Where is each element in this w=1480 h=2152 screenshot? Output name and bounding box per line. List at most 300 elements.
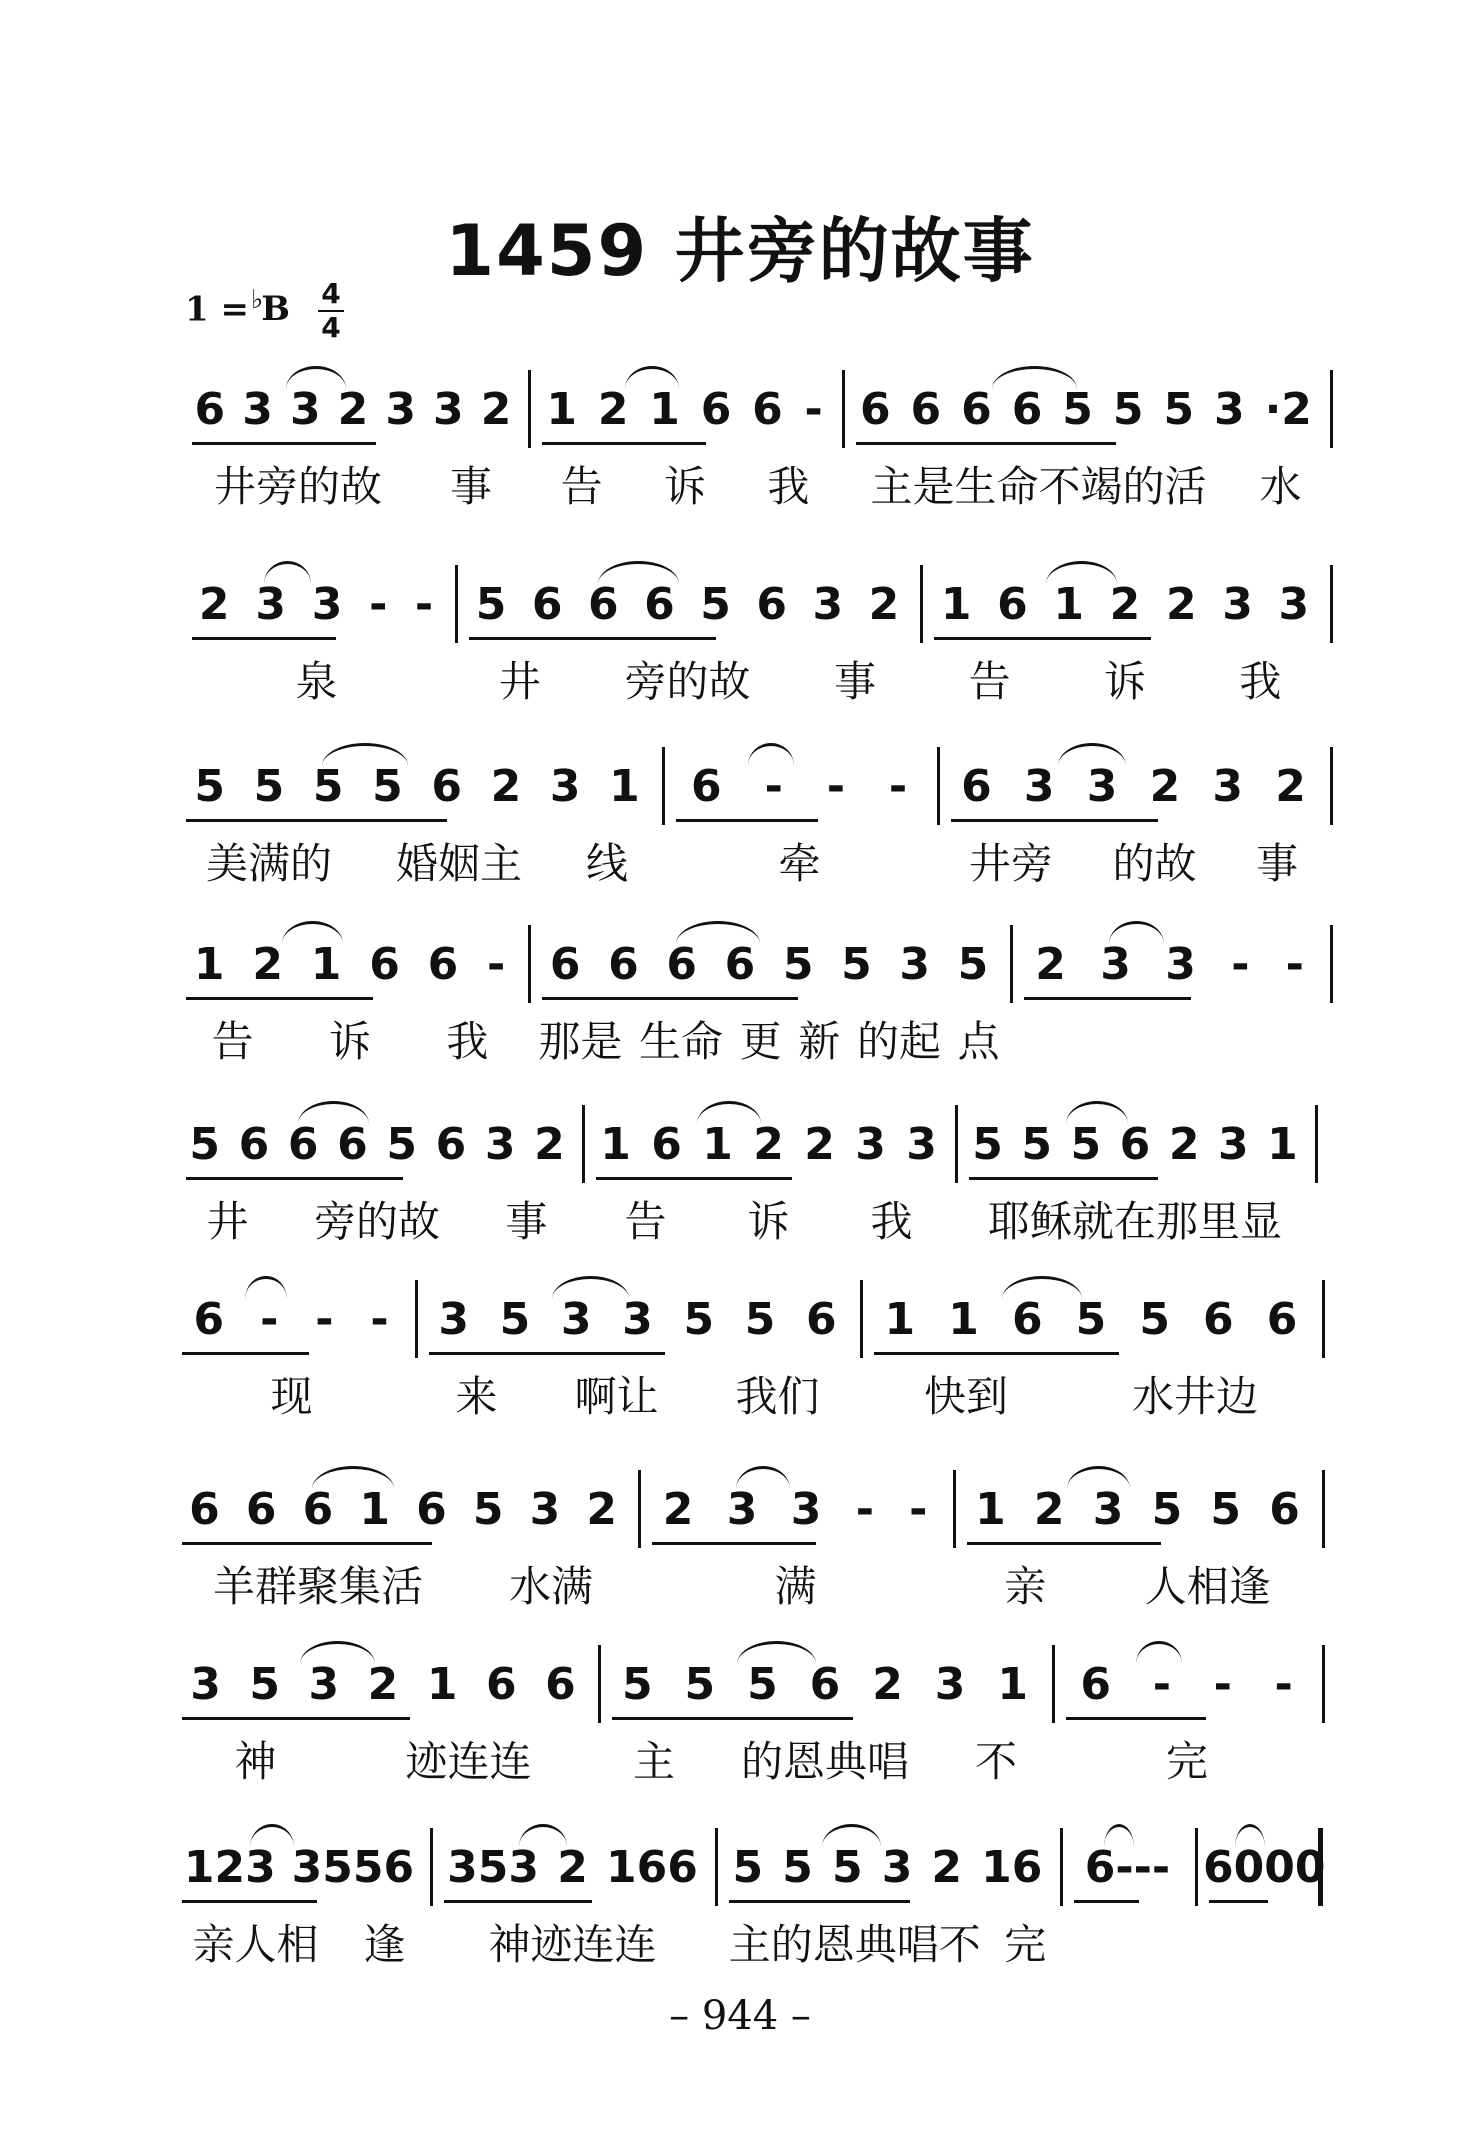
beam-line [186, 997, 373, 1000]
note-token: 3 [906, 1119, 937, 1170]
note-token: 5 [782, 1842, 813, 1893]
beam-line [186, 819, 447, 822]
lyric-token: 现 [270, 1372, 313, 1421]
note-token: 6 [1266, 1294, 1298, 1345]
beam-line [542, 997, 798, 1000]
measure-notes [176, 1480, 630, 1550]
bar-line [1330, 747, 1333, 825]
note-token: 6 [1011, 1294, 1043, 1345]
lyric-token: 主 [632, 1737, 675, 1786]
beam-line [596, 1177, 792, 1180]
measure-lyrics [180, 653, 453, 713]
note-token: 6 [961, 761, 992, 812]
lyric-token: 我 [870, 1197, 913, 1246]
lyric-token: 事 [834, 657, 877, 706]
bar-line [528, 925, 531, 1003]
note-token: 6 [752, 384, 783, 435]
lyric-token: 亲人相 [192, 1920, 319, 1969]
bar-line [1060, 1828, 1063, 1906]
note-token: 2 [1275, 761, 1306, 812]
lyric-token: 井旁的故 [213, 462, 382, 511]
lyric-token: 水满 [508, 1562, 593, 1611]
measure-lyrics [170, 1733, 596, 1793]
beam-line [969, 1177, 1158, 1180]
beam-line [182, 1542, 432, 1545]
note-token: 1 [359, 1484, 390, 1535]
note-token: 5 [684, 1659, 716, 1710]
note-token: 6 [608, 939, 639, 990]
lyric-token: 旁的故 [624, 657, 751, 706]
bar-line [1318, 1828, 1323, 1906]
measure-notes [868, 1290, 1314, 1360]
measure-notes [180, 1115, 574, 1185]
bar-line [842, 370, 845, 448]
measure-notes [590, 1115, 947, 1185]
measure-notes [1018, 935, 1322, 1005]
measure-lyrics [530, 458, 840, 518]
lyric-token: 啊让 [574, 1372, 659, 1421]
note-token: 3 [385, 384, 416, 435]
bar-line [1315, 1105, 1318, 1183]
measure-lyrics [170, 1916, 428, 1976]
note-token: 1 [310, 939, 342, 990]
note-token: 5 [194, 761, 225, 812]
note-token: - [486, 939, 506, 990]
note-token: 5 [782, 939, 814, 990]
bar-line [920, 565, 923, 643]
score-system [0, 1480, 1480, 1670]
note-token: 353 [447, 1842, 539, 1893]
lyric-token: 井旁 [968, 839, 1053, 888]
score-system [0, 1655, 1480, 1845]
note-token: 6 [806, 1294, 837, 1345]
measure-notes [945, 757, 1322, 827]
note-token: 3 [1086, 761, 1118, 812]
bar-line [715, 1828, 718, 1906]
note-token: 6 [724, 939, 756, 990]
bar-line [1052, 1645, 1055, 1723]
note-token: 3556 [291, 1842, 415, 1893]
score-system [0, 757, 1480, 947]
lyric-token: 主的恩典唱不 [728, 1920, 981, 1969]
note-token: 2 [337, 384, 369, 435]
note-token: 5 [1163, 384, 1195, 435]
note-token: 5 [1139, 1294, 1170, 1345]
measure-notes [1068, 1838, 1187, 1908]
lyric-token: 婚姻主 [395, 839, 522, 888]
note-token: 3 [289, 384, 321, 435]
measure-lyrics [1197, 1916, 1316, 1976]
measure-notes [1060, 1655, 1314, 1725]
note-token: 5 [386, 1119, 417, 1170]
lyric-token: 不 [974, 1737, 1017, 1786]
note-token: 3 [560, 1294, 592, 1345]
lyric-token: 事 [505, 1197, 548, 1246]
note-token: 5 [1151, 1484, 1183, 1535]
bar-line [662, 747, 665, 825]
note-token: 3 [311, 579, 343, 630]
note-token: 3 [549, 761, 581, 812]
score-system [0, 575, 1480, 765]
measure-notes [176, 1838, 422, 1908]
lyric-token: 诉 [1103, 657, 1146, 706]
note-token: 1 [940, 579, 972, 630]
bar-line [937, 747, 940, 825]
measure-lyrics [1012, 1013, 1328, 1073]
bar-line [455, 565, 458, 643]
note-token: 6 [416, 1484, 447, 1535]
beam-line [192, 637, 336, 640]
lyric-token: 我 [446, 1017, 489, 1066]
note-token: 5 [1112, 384, 1144, 435]
note-token: 6 [756, 579, 787, 630]
measure-lyrics [922, 653, 1328, 713]
time-signature [318, 278, 344, 344]
note-token: 5 [312, 761, 344, 812]
note-token: 6 [651, 1119, 682, 1170]
bar-line [955, 1105, 958, 1183]
note-token: 6 [485, 1659, 517, 1710]
measure-lyrics [844, 458, 1328, 518]
measure-notes [536, 380, 834, 450]
lyric-token: 诉 [663, 462, 706, 511]
measure-notes [850, 380, 1322, 450]
measure-lyrics [432, 1916, 713, 1976]
lyric-token: 泉 [295, 657, 338, 706]
note-token: 166 [606, 1842, 698, 1893]
note-token: 5 [744, 1294, 776, 1345]
note-token: 6 [1011, 384, 1043, 435]
note-token: 2 [1109, 579, 1141, 630]
beam-line [182, 1717, 410, 1720]
lyric-token: 羊群聚集活 [212, 1562, 423, 1611]
note-token: 3 [1278, 579, 1310, 630]
lyric-token: 满 [774, 1562, 817, 1611]
note-token: - [1231, 939, 1250, 990]
note-token: - [909, 1484, 928, 1535]
beam-line [874, 1352, 1119, 1355]
note-token: 1 [546, 384, 578, 435]
note-token: 5 [499, 1294, 531, 1345]
note-token: 3 [438, 1294, 469, 1345]
note-token: 2 [931, 1842, 963, 1893]
beam-line [676, 819, 818, 822]
bar-line [1195, 1828, 1198, 1906]
note-token: 6 [287, 1119, 319, 1170]
lyric-token: 耶稣就在那里显 [987, 1197, 1282, 1246]
lyric-token: 神 [234, 1737, 277, 1786]
note-token: 6 [337, 1119, 368, 1170]
bar-line [1330, 925, 1333, 1003]
lyric-token: 神迹连连 [488, 1920, 657, 1969]
measure-notes [646, 1480, 945, 1550]
note-token: 16 [981, 1842, 1043, 1893]
lyric-token: 更 [739, 1017, 782, 1066]
lyric-token: 的故 [1112, 839, 1197, 888]
note-token: 3 [1214, 384, 1245, 435]
note-token: 1 [426, 1659, 458, 1710]
lyric-token: 我 [1239, 657, 1282, 706]
note-token: 2 [586, 1484, 617, 1535]
beam-line [429, 1352, 665, 1355]
note-token: - [826, 761, 845, 812]
lyric-token: 来 [455, 1372, 498, 1421]
note-token: 6 [1080, 1659, 1112, 1710]
note-token: 6 [427, 939, 459, 990]
lyric-token: 点 [957, 1017, 1000, 1066]
note-token: - [1285, 939, 1304, 990]
key-note: B [261, 289, 290, 330]
note-token: 6 [435, 1119, 467, 1170]
note-token: 6 [997, 579, 1028, 630]
bar-line [1010, 925, 1013, 1003]
bar-line [598, 1645, 601, 1723]
note-token: 1 [609, 761, 640, 812]
note-token: 1 [649, 384, 680, 435]
lyric-token: 告 [624, 1197, 667, 1246]
note-token: 6 [809, 1659, 841, 1710]
slur-mark [625, 366, 679, 389]
note-token: 3 [1165, 939, 1196, 990]
note-token: 1 [975, 1484, 1006, 1535]
key-prefix: 1 = [185, 289, 249, 330]
measure-notes [423, 1290, 852, 1360]
measure-notes [670, 757, 929, 827]
note-token: 6000 [1203, 1842, 1326, 1893]
measure-notes [463, 575, 912, 645]
note-token: 2 [868, 579, 900, 630]
beam-line [192, 442, 376, 445]
note-token: - [369, 579, 388, 630]
measure-lyrics [939, 835, 1328, 895]
note-token: 2 [872, 1659, 903, 1710]
note-token: 6 [531, 579, 563, 630]
note-token: 3 [433, 384, 464, 435]
lyric-token: 迹连连 [405, 1737, 532, 1786]
key-signature [185, 285, 290, 329]
measure-notes [1203, 1838, 1326, 1908]
measure-lyrics [717, 1916, 1058, 1976]
note-token: 6 [644, 579, 675, 630]
note-token: 6 [666, 939, 697, 990]
measure-notes [536, 935, 1002, 1005]
measure-lyrics [664, 835, 935, 895]
lyric-token: 亲 [1004, 1562, 1047, 1611]
note-token: 1 [193, 939, 225, 990]
bar-line [528, 370, 531, 448]
beam-line [182, 1352, 309, 1355]
lyric-token: 新 [798, 1017, 841, 1066]
note-token: 5 [732, 1842, 764, 1893]
note-token: 6 [1203, 1294, 1234, 1345]
beam-line [1066, 1717, 1206, 1720]
flat-sign: ♭ [250, 285, 264, 315]
note-token: 1 [948, 1294, 979, 1345]
note-token: 1 [600, 1119, 631, 1170]
bar-line [415, 1280, 418, 1358]
note-token: 2 [1149, 761, 1181, 812]
note-token: 5 [700, 579, 731, 630]
bar-line [953, 1470, 956, 1548]
note-token: 3 [622, 1294, 653, 1345]
slur-mark [286, 366, 346, 389]
measure-notes [961, 1480, 1314, 1550]
note-token: 2 [662, 1484, 694, 1535]
beam-line [1209, 1900, 1268, 1903]
measure-notes [963, 1115, 1307, 1185]
slur-mark [992, 366, 1077, 389]
note-token: 5 [189, 1119, 220, 1170]
note-token: 6 [588, 579, 619, 630]
note-token: 3 [790, 1484, 822, 1535]
note-token: - [414, 579, 434, 630]
note-token: 2 [1035, 939, 1066, 990]
note-token: 3 [1023, 761, 1055, 812]
note-token: 6 [961, 384, 992, 435]
note-token: 3 [881, 1842, 913, 1893]
lyric-token: 事 [449, 462, 492, 511]
beam-line [542, 442, 706, 445]
note-token: 5 [957, 939, 989, 990]
note-token: 3 [726, 1484, 758, 1535]
beam-line [612, 1717, 853, 1720]
measure-notes [180, 935, 520, 1005]
lyric-token: 事 [1256, 839, 1299, 888]
measure-lyrics [180, 458, 526, 518]
measure-lyrics [957, 1193, 1313, 1253]
beam-line [652, 1542, 816, 1545]
note-token: 5 [683, 1294, 715, 1345]
bar-line [638, 1470, 641, 1548]
beam-line [729, 1900, 910, 1903]
note-token: - [804, 384, 823, 435]
note-token: 5 [475, 579, 507, 630]
beam-line [951, 819, 1158, 822]
note-token: - [1213, 1659, 1232, 1710]
measure-lyrics [174, 1193, 580, 1253]
score-system [0, 935, 1480, 1125]
bar-line [1322, 1470, 1325, 1548]
note-token: 3 [242, 384, 273, 435]
note-token: 1 [997, 1659, 1028, 1710]
lyric-token: 的恩典唱 [740, 1737, 909, 1786]
score-system [0, 380, 1480, 570]
note-token: - [888, 761, 908, 812]
note-token: 5 [472, 1484, 504, 1535]
lyric-token: 井 [206, 1197, 249, 1246]
note-token: - [260, 1294, 279, 1345]
lyric-token: 水井边 [1131, 1372, 1258, 1421]
measure-notes [723, 1838, 1052, 1908]
note-token: 3 [1217, 1119, 1249, 1170]
measure-lyrics [955, 1558, 1320, 1618]
beam-line [967, 1542, 1161, 1545]
lyric-token: 快到 [923, 1372, 1008, 1421]
note-token: - [370, 1294, 389, 1345]
bar-line [1322, 1280, 1325, 1358]
time-numerator: 4 [321, 277, 341, 310]
lyric-token: 的起 [856, 1017, 941, 1066]
note-token: 1 [1267, 1119, 1298, 1170]
measure-lyrics [862, 1368, 1320, 1428]
note-token: 6 [194, 384, 226, 435]
lyric-token: 我们 [735, 1372, 820, 1421]
note-token: 2 [1033, 1484, 1065, 1535]
time-divider: 4 [318, 310, 344, 344]
note-token: 5 [621, 1659, 653, 1710]
note-token: 2 [490, 761, 522, 812]
score-system [0, 1115, 1480, 1305]
note-token: - [764, 761, 783, 812]
note-token: 5 [841, 939, 872, 990]
bar-line [1330, 565, 1333, 643]
lyric-token: 逢 [363, 1920, 406, 1969]
note-token: 2 [198, 579, 230, 630]
note-token: 2 [753, 1119, 784, 1170]
lyric-token: 线 [585, 839, 628, 888]
measure-lyrics [170, 1368, 413, 1428]
lyric-token: 主是生命不竭的活 [870, 462, 1207, 511]
note-token: 3 [484, 1119, 516, 1170]
measure-lyrics [417, 1368, 858, 1428]
measure-lyrics [600, 1733, 1050, 1793]
note-token: 5 [747, 1659, 778, 1710]
beam-line [186, 1177, 403, 1180]
lyric-token: 井 [498, 657, 541, 706]
note-token: 6 [302, 1484, 334, 1535]
note-token: 2 [367, 1659, 399, 1710]
note-token: 6 [193, 1294, 225, 1345]
measure-lyrics [1054, 1733, 1320, 1793]
note-token: 6--- [1084, 1842, 1171, 1893]
note-token: 3 [529, 1484, 561, 1535]
lyric-token: 告 [968, 657, 1011, 706]
measure-notes [176, 1290, 407, 1360]
lyric-token: 那是 [538, 1017, 623, 1066]
note-token: 3 [255, 579, 286, 630]
measure-lyrics [174, 1013, 526, 1073]
note-token: - [1152, 1659, 1172, 1710]
lyric-token: 水 [1259, 462, 1302, 511]
note-token: 2 [534, 1119, 565, 1170]
note-token: 3 [1212, 761, 1244, 812]
bar-line [1322, 1645, 1325, 1723]
beam-line [856, 442, 1116, 445]
lyric-token: 诉 [747, 1197, 790, 1246]
note-token: 6 [369, 939, 400, 990]
lyric-token: 生命 [638, 1017, 723, 1066]
measure-notes [438, 1838, 707, 1908]
measure-lyrics [640, 1558, 951, 1618]
lyric-token: 人相逢 [1144, 1562, 1271, 1611]
measure-notes [180, 757, 654, 827]
note-token: 1 [1053, 579, 1085, 630]
lyric-token: 完 [1165, 1737, 1208, 1786]
measure-notes [928, 575, 1322, 645]
score-system [0, 1290, 1480, 1480]
lyric-token: 完 [1004, 1920, 1047, 1969]
bar-line [860, 1280, 863, 1358]
note-token: 2 [480, 384, 512, 435]
note-token: 5 [1070, 1119, 1102, 1170]
note-token: 3 [308, 1659, 340, 1710]
note-token: 5 [249, 1659, 281, 1710]
note-token: 5 [972, 1119, 1003, 1170]
measure-lyrics [1062, 1916, 1193, 1976]
bar-line [1330, 370, 1333, 448]
beam-line [469, 637, 716, 640]
note-token: 2 [252, 939, 283, 990]
